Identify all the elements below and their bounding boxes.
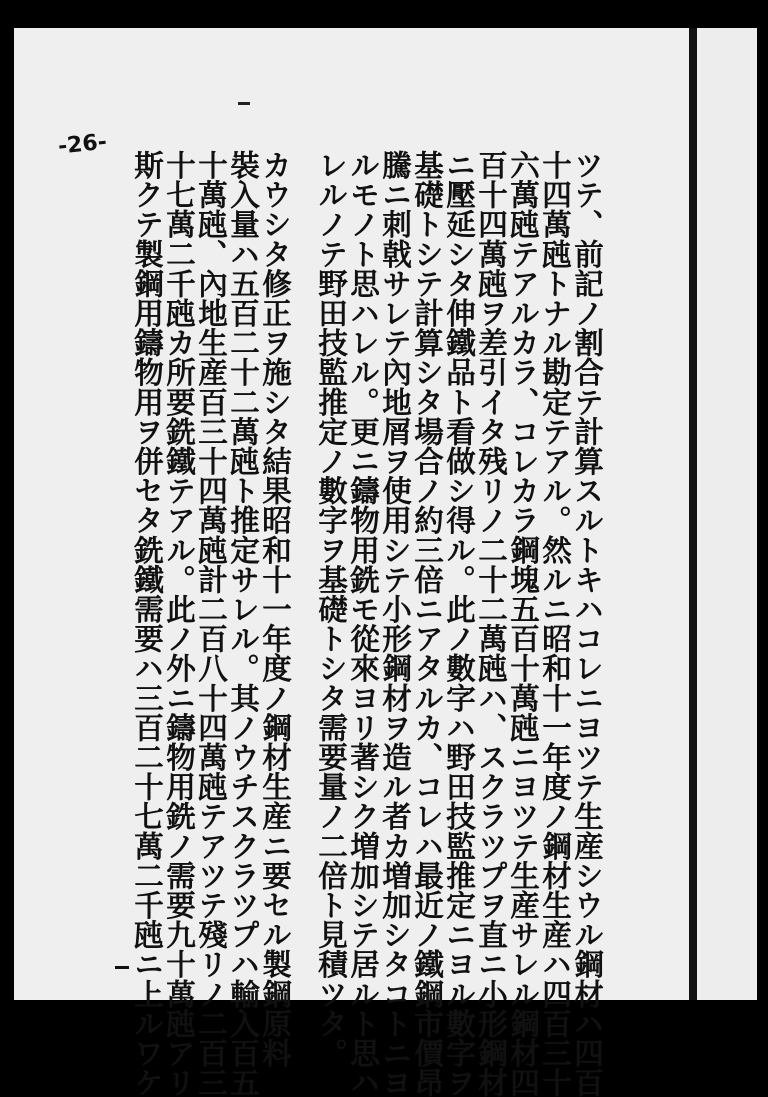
text-column: ニ壓延シタ伸鐵品ト看做シ得ル。此ノ數字ハ野田技監推定ニヨル數字ヲ [442,150,477,1097]
text-column: カウシタ修正ヲ施シタ結果昭和十一年度ノ鋼材生産ニ要セル製鋼原料 [258,150,293,1068]
text-column: 六萬瓲テアルカラ、コレカラ鋼塊五百十萬瓲ニヨツテ生産サレル鋼材四 [506,150,541,1097]
page-gutter [689,28,697,1000]
adjacent-page-edge [697,28,757,1000]
text-column: 十四萬瓲トナル勘定テアル。然ルニ昭和十一年度ノ鋼材生産ハ四百三十 [538,150,573,1097]
text-column: 百十四萬瓲ヲ差引イタ残リノ二十二萬瓲ハ、スクラツプヲ直ニ小形鋼材 [474,150,509,1097]
text-column: レルノテ野田技監推定ノ數字ヲ基礎トシタ需要量ノ二倍ト見積ツタ。 [314,150,349,1068]
page-number: -26- [56,129,109,160]
text-column: 裝入量ハ五百二十二萬瓲ト推定サレル。其ノウチスクラツプハ輸入百五 [226,150,261,1097]
text-column: 斯クテ製鋼用鑄物用ヲ併セタ銑鐵需要ハ三百二十七萬二千瓲ニ上ルワケ [130,150,165,1097]
text-column: 十七萬二千瓲カ所要銑鐵テアル。此ノ外ニ鑄物用銑ノ需要九十萬瓲アリ [162,150,197,1097]
text-column: 基礎トシテ計算シタ場合ノ約三倍ニアタルカ、コレハ最近ノ鐵鋼市價昂 [410,150,445,1097]
end-dash-mark [115,966,129,969]
scan-mark [238,102,250,105]
text-column: 十萬瓲、內地生産百三十四萬瓲計二百八十四萬瓲テアツテ殘リノ二百三 [194,150,229,1097]
text-column: 騰ニ刺戟サレテ內地屑ヲ使用シテ小形鋼材ヲ造ル者カ増加シタコトニヨ [378,150,413,1097]
text-column: ツテ、前記ノ割合テ計算スルトキハコレニヨツテ生産シウル鋼材ハ四百 [570,150,605,1097]
text-column: ルモノト思ハレル。更ニ鑄物用銑モ從來ヨリ著シク増加シテ居ルト思ハ [346,150,381,1097]
